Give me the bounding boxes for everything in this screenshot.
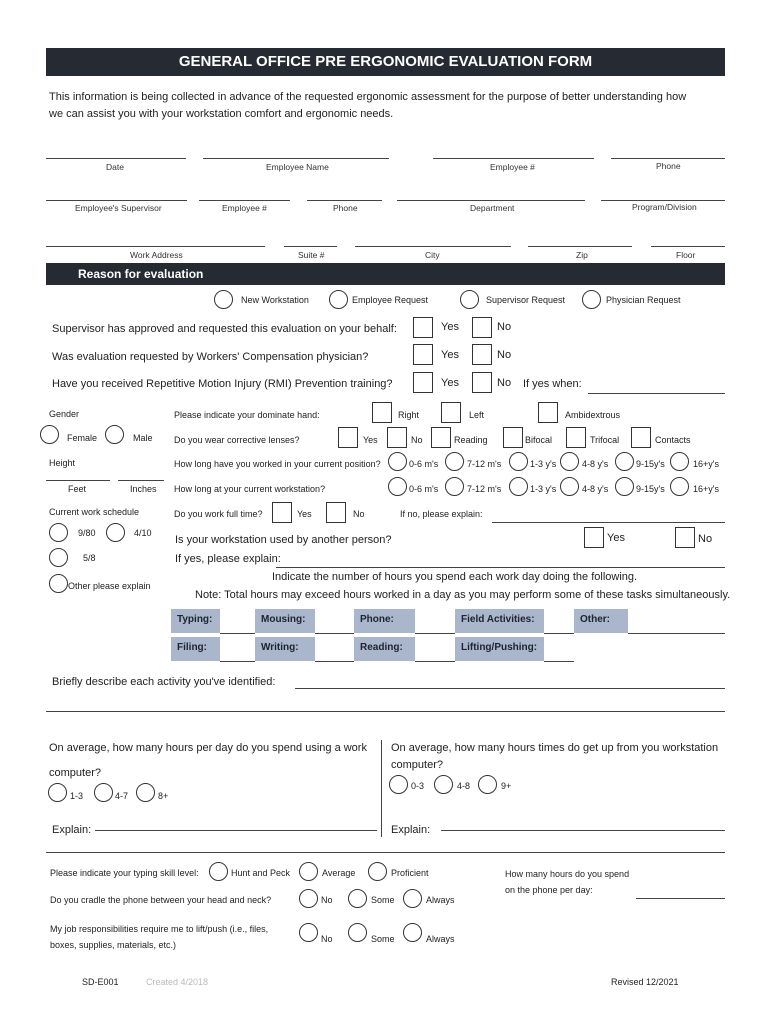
filing-hours-field[interactable]	[220, 661, 255, 662]
q3-yes-checkbox[interactable]	[413, 372, 433, 393]
feet-label: Feet	[68, 484, 87, 494]
supervisor-request-radio[interactable]	[460, 290, 479, 309]
describe-field-1[interactable]	[295, 688, 725, 689]
lenses-contacts-checkbox[interactable]	[631, 427, 651, 448]
divider	[381, 740, 382, 837]
computer-8-radio[interactable]	[136, 783, 155, 802]
computer-1-3-radio[interactable]	[48, 783, 67, 802]
shared-explain-label: If yes, please explain:	[175, 553, 281, 565]
supervisor-request-label: Supervisor Request	[486, 295, 566, 305]
typing-hunt-label: Hunt and Peck	[231, 868, 291, 878]
employee-number-label: Employee #	[490, 162, 535, 172]
lift-no-radio[interactable]	[299, 923, 318, 942]
lenses-yes-label: Yes	[363, 435, 378, 445]
fulltime-yes-label: Yes	[297, 509, 312, 519]
lenses-trifocal-checkbox[interactable]	[566, 427, 586, 448]
lenses-yes-checkbox[interactable]	[338, 427, 358, 448]
other-hours-field[interactable]	[628, 633, 725, 634]
shared-explain-field[interactable]	[276, 567, 725, 568]
hand-ambi-label: Ambidextrous	[565, 410, 621, 420]
hand-right-checkbox[interactable]	[372, 402, 392, 423]
pos-0-6-radio[interactable]	[388, 452, 407, 471]
suite-label: Suite #	[298, 250, 325, 260]
q3-yes-label: Yes	[441, 377, 459, 389]
male-radio[interactable]	[105, 425, 124, 444]
reading-cell: Reading:	[354, 637, 415, 661]
phone-2-label: Phone	[333, 203, 358, 213]
lift-always-radio[interactable]	[403, 923, 422, 942]
form-title: GENERAL OFFICE PRE ERGONOMIC EVALUATION FORM	[46, 48, 725, 76]
phone-hours-field[interactable]	[415, 633, 455, 634]
phone-hours-label-1: How many hours do you spend	[505, 869, 630, 879]
lenses-contacts-label: Contacts	[655, 435, 691, 445]
pos-0-6-label: 0-6 m's	[409, 459, 439, 469]
computer-4-7-label: 4-7	[115, 791, 129, 801]
program-field[interactable]	[601, 200, 725, 201]
lenses-bifocal-label: Bifocal	[525, 435, 553, 445]
revised-date: Revised 12/2021	[611, 977, 679, 987]
lift-push-label-2: boxes, supplies, materials, etc.)	[50, 940, 177, 950]
feet-field[interactable]	[46, 480, 110, 481]
schedule-410-radio[interactable]	[106, 523, 125, 542]
ws-9-15-radio[interactable]	[615, 477, 634, 496]
lift-some-label: Some	[371, 934, 395, 944]
cradle-always-radio[interactable]	[403, 889, 422, 908]
ws-4-8-label: 4-8 y's	[582, 484, 609, 494]
computer-explain-field[interactable]	[95, 830, 377, 831]
supervisor-field[interactable]	[46, 200, 187, 201]
employee-request-radio[interactable]	[329, 290, 348, 309]
work-address-field[interactable]	[46, 246, 265, 247]
program-label: Program/Division	[632, 202, 697, 212]
phone-hours-label-2: on the phone per day:	[505, 885, 593, 895]
q1-no-label: No	[497, 321, 512, 333]
lift-some-radio[interactable]	[348, 923, 367, 942]
getup-0-3-label: 0-3	[411, 781, 425, 791]
mousing-cell: Mousing:	[255, 609, 315, 633]
field-activities-hours-field[interactable]	[544, 633, 574, 634]
pos-1-3-radio[interactable]	[509, 452, 528, 471]
created-date: Created 4/2018	[146, 977, 209, 987]
cradle-some-label: Some	[371, 895, 395, 905]
computer-8-label: 8+	[158, 791, 169, 801]
ws-16-radio[interactable]	[670, 477, 689, 496]
department-field[interactable]	[397, 200, 585, 201]
cradle-phone-label: Do you cradle the phone between your head and neck?	[50, 895, 272, 905]
hand-left-checkbox[interactable]	[441, 402, 461, 423]
writing-hours-field[interactable]	[315, 661, 354, 662]
pos-4-8-label: 4-8 y's	[582, 459, 609, 469]
getup-explain-field[interactable]	[441, 830, 725, 831]
ws-0-6-label: 0-6 m's	[409, 484, 439, 494]
date-field[interactable]	[46, 158, 186, 159]
schedule-58-radio[interactable]	[49, 548, 68, 567]
dominant-hand-label: Please indicate your dominate hand:	[174, 410, 320, 420]
pos-9-15-label: 9-15y's	[636, 459, 665, 469]
inches-field[interactable]	[118, 480, 164, 481]
q2-no-checkbox[interactable]	[472, 344, 492, 365]
getup-9-radio[interactable]	[478, 775, 497, 794]
form-code: SD-E001	[82, 977, 119, 987]
city-field[interactable]	[355, 246, 511, 247]
workstation-duration-label: How long at your current workstation?	[174, 484, 326, 494]
computer-hours-question: On average, how many hours per day do you spend using a work	[49, 742, 367, 754]
schedule-other-radio[interactable]	[49, 574, 68, 593]
lifting-cell: Lifting/Pushing:	[455, 637, 544, 661]
question-workers-comp: Was evaluation requested by Workers' Compensation physician?	[52, 351, 369, 363]
q1-yes-label: Yes	[441, 321, 459, 333]
city-label: City	[425, 250, 440, 260]
reason-section-header	[46, 263, 725, 285]
female-label: Female	[67, 433, 98, 443]
date-label: Date	[106, 162, 124, 172]
pos-9-15-radio[interactable]	[615, 452, 634, 471]
mousing-hours-field[interactable]	[315, 633, 354, 634]
typing-average-label: Average	[322, 868, 356, 878]
floor-label: Floor	[676, 250, 696, 260]
q2-yes-checkbox[interactable]	[413, 344, 433, 365]
cradle-no-label: No	[321, 895, 333, 905]
if-yes-when-label: If yes when:	[523, 378, 582, 390]
employee-request-label: Employee Request	[352, 295, 429, 305]
computer-1-3-label: 1-3	[70, 791, 84, 801]
getup-9-label: 9+	[501, 781, 512, 791]
fulltime-label: Do you work full time?	[174, 509, 263, 519]
pos-1-3-label: 1-3 y's	[530, 459, 557, 469]
phone-hours-field[interactable]	[636, 898, 725, 899]
zip-label: Zip	[576, 250, 588, 260]
phone-2-field[interactable]	[307, 200, 382, 201]
shared-workstation-label: Is your workstation used by another person?	[175, 534, 392, 546]
typing-hours-field[interactable]	[220, 633, 255, 634]
lenses-reading-label: Reading	[454, 435, 488, 445]
typing-cell: Typing:	[171, 609, 220, 633]
describe-activities-label: Briefly describe each activity you've identified:	[52, 676, 276, 688]
schedule-980-label: 9/80	[78, 528, 96, 538]
ws-0-6-radio[interactable]	[388, 477, 407, 496]
writing-cell: Writing:	[255, 637, 315, 661]
ws-7-12-radio[interactable]	[445, 477, 464, 496]
lenses-no-checkbox[interactable]	[387, 427, 407, 448]
fulltime-explain-label: If no, please explain:	[400, 509, 483, 519]
ws-7-12-label: 7-12 m's	[467, 484, 502, 494]
getup-0-3-radio[interactable]	[389, 775, 408, 794]
male-label: Male	[133, 433, 153, 443]
q2-no-label: No	[497, 349, 512, 361]
work-address-label: Work Address	[130, 250, 183, 260]
cradle-some-radio[interactable]	[348, 889, 367, 908]
q1-yes-checkbox[interactable]	[413, 317, 433, 338]
phone-label: Phone	[656, 161, 681, 171]
schedule-other-label: Other please explain	[68, 581, 151, 591]
zip-field[interactable]	[528, 246, 632, 247]
typing-skill-label: Please indicate your typing skill level:	[50, 868, 199, 878]
fulltime-yes-checkbox[interactable]	[272, 502, 292, 523]
floor-field[interactable]	[651, 246, 725, 247]
cradle-no-radio[interactable]	[299, 889, 318, 908]
computer-4-7-radio[interactable]	[94, 783, 113, 802]
ws-4-8-radio[interactable]	[560, 477, 579, 496]
getup-question-2: computer?	[391, 759, 443, 771]
lenses-bifocal-checkbox[interactable]	[503, 427, 523, 448]
hours-instruction: Indicate the number of hours you spend each work day doing the following.	[272, 571, 638, 583]
q3-no-checkbox[interactable]	[472, 372, 492, 393]
employee-name-label: Employee Name	[266, 162, 329, 172]
lift-always-label: Always	[426, 934, 455, 944]
female-radio[interactable]	[40, 425, 59, 444]
physician-request-label: Physician Request	[606, 295, 681, 305]
lifting-hours-field[interactable]	[544, 661, 574, 662]
pos-16-label: 16+y's	[693, 459, 719, 469]
explain-extra-field[interactable]	[46, 852, 725, 853]
if-yes-when-field[interactable]	[588, 393, 725, 394]
typing-proficient-radio[interactable]	[368, 862, 387, 881]
filing-cell: Filing:	[171, 637, 220, 661]
lift-no-label: No	[321, 934, 333, 944]
employee-name-field[interactable]	[203, 158, 389, 159]
cradle-always-label: Always	[426, 895, 455, 905]
reason-section-title: Reason for evaluation	[78, 267, 204, 281]
schedule-410-label: 4/10	[134, 528, 152, 538]
fulltime-explain-field[interactable]	[492, 522, 725, 523]
getup-4-8-label: 4-8	[457, 781, 471, 791]
ws-9-15-label: 9-15y's	[636, 484, 665, 494]
hand-left-label: Left	[469, 410, 485, 420]
physician-request-radio[interactable]	[582, 290, 601, 309]
question-supervisor-approved: Supervisor has approved and requested this evaluation on your behalf:	[52, 323, 397, 335]
pos-7-12-radio[interactable]	[445, 452, 464, 471]
hours-note: Note: Total hours may exceed hours worked in a day as you may perform some of these tasks simultaneously.	[195, 589, 731, 601]
field-activities-cell: Field Activities:	[455, 609, 544, 633]
shared-no-checkbox[interactable]	[675, 527, 695, 548]
other-cell: Other:	[574, 609, 628, 633]
height-label: Height	[49, 458, 76, 468]
gender-label: Gender	[49, 409, 80, 419]
typing-hunt-radio[interactable]	[209, 862, 228, 881]
q3-no-label: No	[497, 377, 512, 389]
shared-yes-label: Yes	[607, 532, 625, 544]
employee-number-2-label: Employee #	[222, 203, 267, 213]
lenses-label: Do you wear corrective lenses?	[174, 435, 300, 445]
hand-right-label: Right	[398, 410, 420, 420]
pos-16-radio[interactable]	[670, 452, 689, 471]
typing-proficient-label: Proficient	[391, 868, 429, 878]
phone-field[interactable]	[611, 158, 725, 159]
getup-question: On average, how many hours times do get up from you workstation	[391, 742, 719, 754]
position-duration-label: How long have you worked in your current position?	[174, 459, 381, 469]
new-workstation-radio[interactable]	[214, 290, 233, 309]
pos-4-8-radio[interactable]	[560, 452, 579, 471]
ws-1-3-radio[interactable]	[509, 477, 528, 496]
getup-explain-label: Explain:	[391, 824, 431, 836]
lift-push-label-1: My job responsibilities require me to lift/push (i.e., files,	[50, 924, 269, 934]
schedule-58-label: 5/8	[83, 553, 96, 563]
q2-yes-label: Yes	[441, 349, 459, 361]
hand-ambi-checkbox[interactable]	[538, 402, 558, 423]
pos-7-12-label: 7-12 m's	[467, 459, 502, 469]
ws-16-label: 16+y's	[693, 484, 719, 494]
typing-average-radio[interactable]	[299, 862, 318, 881]
employee-number-field[interactable]	[433, 158, 594, 159]
supervisor-label: Employee's Supervisor	[75, 203, 162, 213]
inches-label: Inches	[130, 484, 157, 494]
shared-no-label: No	[698, 533, 713, 545]
employee-number-2-field[interactable]	[199, 200, 290, 201]
fulltime-no-checkbox[interactable]	[326, 502, 346, 523]
describe-field-2[interactable]	[46, 711, 725, 712]
department-label: Department	[470, 203, 515, 213]
schedule-label: Current work schedule	[49, 507, 140, 517]
intro-line-1: This information is being collected in advance of the requested ergonomic assessment for the purpose of better understanding how	[49, 91, 687, 103]
lenses-no-label: No	[411, 435, 423, 445]
lenses-trifocal-label: Trifocal	[590, 435, 620, 445]
shared-yes-checkbox[interactable]	[584, 527, 604, 548]
computer-hours-question-2: computer?	[49, 767, 101, 779]
lenses-reading-checkbox[interactable]	[431, 427, 451, 448]
intro-line-2: we can assist you with your workstation comfort and ergonomic needs.	[49, 108, 394, 120]
schedule-980-radio[interactable]	[49, 523, 68, 542]
computer-explain-label: Explain:	[52, 824, 92, 836]
question-rmi-training: Have you received Repetitive Motion Injury (RMI) Prevention training?	[52, 378, 393, 390]
suite-field[interactable]	[284, 246, 337, 247]
q1-no-checkbox[interactable]	[472, 317, 492, 338]
new-workstation-label: New Workstation	[241, 295, 309, 305]
ws-1-3-label: 1-3 y's	[530, 484, 557, 494]
phone-cell: Phone:	[354, 609, 415, 633]
reading-hours-field[interactable]	[415, 661, 455, 662]
getup-4-8-radio[interactable]	[434, 775, 453, 794]
fulltime-no-label: No	[353, 509, 365, 519]
